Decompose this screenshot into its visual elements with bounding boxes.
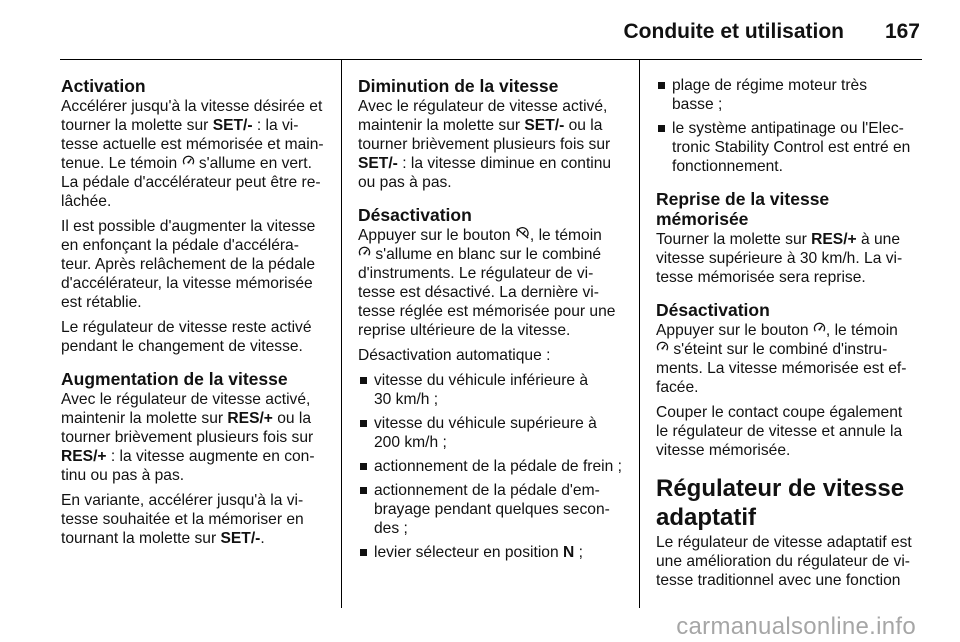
paragraph <box>656 403 922 460</box>
text: . <box>260 530 265 547</box>
text-line <box>61 447 324 466</box>
text: ; <box>574 544 583 561</box>
text-line: La pédale d'accélérateur peut être re- <box>61 174 321 191</box>
list-item <box>358 543 624 562</box>
heading-line: mémorisée <box>656 209 749 229</box>
paragraph: Désactivation automatique : <box>358 347 551 364</box>
cruise-control-lamp-icon <box>182 155 195 168</box>
control-label: RES/+ <box>61 448 107 465</box>
text: tenue. Le témoin <box>61 155 182 172</box>
text: s'allume en vert. <box>194 155 312 172</box>
paragraph <box>656 321 922 397</box>
column-1 <box>61 76 324 548</box>
section-heading-activation: Activation <box>61 76 146 96</box>
text-line <box>358 154 624 173</box>
text-line <box>656 321 922 340</box>
list-item <box>656 76 922 114</box>
text-line: vitesse du véhicule inférieure à <box>374 372 589 389</box>
text-line: brayage pendant quelques secon- <box>374 501 610 518</box>
cruise-control-lamp-icon <box>358 246 371 259</box>
text-line: vitesse du véhicule supérieure à <box>374 415 597 432</box>
section-heading-deactivation: Désactivation <box>358 205 472 225</box>
text-line <box>374 543 624 562</box>
page-header <box>0 0 960 60</box>
list-item <box>358 371 624 409</box>
text-line: 200 km/h ; <box>374 434 447 451</box>
text-line: des ; <box>374 520 408 537</box>
paragraph <box>61 390 324 485</box>
control-label: RES/+ <box>227 410 273 427</box>
text-line: Il est possible d'augmenter la vitesse <box>61 218 316 235</box>
text-line <box>358 245 624 264</box>
text: tournant la molette sur <box>61 530 221 547</box>
text-line: tesse mémorisée sera reprise. <box>656 269 866 286</box>
section-heading-resume <box>656 189 922 229</box>
text-line: tourner brièvement plusieurs fois sur <box>358 136 611 153</box>
page-title: Conduite et utilisation <box>623 20 844 43</box>
text-line: tronic Stability Control est entré en <box>672 139 911 156</box>
text-line: d'instruments. Le régulateur de vi- <box>358 265 594 282</box>
text-line: est rétablie. <box>61 294 142 311</box>
text-line: facée. <box>656 379 699 396</box>
text-line: ments. La vitesse mémorisée est ef- <box>656 360 907 377</box>
text-line: Avec le régulateur de vitesse activé, <box>61 391 311 408</box>
text: : la vitesse diminue en continu <box>397 155 612 172</box>
paragraph <box>656 230 922 287</box>
cruise-control-lamp-icon <box>813 322 826 335</box>
text-line: le système antipatinage ou l'Elec- <box>672 120 904 137</box>
list-item <box>656 119 922 176</box>
text-line: reprise ultérieure de la vitesse. <box>358 322 571 339</box>
list-item <box>358 457 624 476</box>
paragraph <box>358 97 624 192</box>
text-line: 30 km/h ; <box>374 391 439 408</box>
section-heading-decrease: Diminution de la vitesse <box>358 76 559 96</box>
column-divider <box>341 60 342 608</box>
text-line: d'accélérateur, la vitesse mémorisée <box>61 275 313 292</box>
page-number: 167 <box>884 20 920 43</box>
cruise-control-lamp-icon <box>656 341 669 354</box>
text: : la vitesse augmente en con- <box>106 448 315 465</box>
text-line <box>656 340 922 359</box>
text-line: plage de régime moteur très <box>672 77 868 94</box>
text: tourner la molette sur <box>61 117 213 134</box>
text-line: basse ; <box>672 96 723 113</box>
control-label: SET/- <box>212 117 253 134</box>
text-line: pendant le changement de vitesse. <box>61 338 303 355</box>
text: maintenir la molette sur <box>61 410 228 427</box>
text-line: fonctionnement. <box>672 158 783 175</box>
text-line: tinu ou pas à pas. <box>61 467 185 484</box>
paragraph <box>61 97 324 211</box>
text-line <box>358 226 624 245</box>
bullet-list <box>358 371 624 562</box>
paragraph <box>656 533 922 590</box>
text: ou la <box>272 410 312 427</box>
control-label: RES/+ <box>811 231 857 248</box>
text-line <box>61 116 324 135</box>
text: levier sélecteur en position <box>374 544 563 561</box>
paragraph <box>61 491 324 548</box>
text-line <box>61 529 324 548</box>
text: s'éteint sur le combiné d'instru- <box>669 341 888 358</box>
paragraph <box>358 226 624 340</box>
column-divider <box>639 60 640 608</box>
text-line: lâchée. <box>61 193 112 210</box>
text-line: Le régulateur de vitesse reste activé <box>61 319 312 336</box>
paragraph <box>61 217 324 312</box>
section-heading-deactivation: Désactivation <box>656 300 770 320</box>
text-line: une amélioration du régulateur de vi- <box>656 553 910 570</box>
text-line: teur. Après relâchement de la pédale <box>61 256 315 273</box>
text: s'allume en blanc sur le combiné <box>371 246 602 263</box>
text-line: en enfonçant la pédale d'accéléra- <box>61 237 299 254</box>
gear-position-label: N <box>562 544 575 561</box>
text-line: Le régulateur de vitesse adaptatif est <box>656 534 912 551</box>
text-line: Accélérer jusqu'à la vitesse désirée et <box>61 98 323 115</box>
control-label: SET/- <box>220 530 261 547</box>
text-line: En variante, accélérer jusqu'à la vi- <box>61 492 304 509</box>
heading-line: Régulateur de vitesse <box>656 475 905 502</box>
text-line: actionnement de la pédale de frein ; <box>374 458 622 475</box>
paragraph <box>61 318 324 356</box>
text-line: le régulateur de vitesse et annule la <box>656 423 903 440</box>
text: : la vi- <box>252 117 299 134</box>
text-line: tesse est désactivé. La dernière vi- <box>358 284 599 301</box>
page-footer <box>0 612 960 642</box>
heading-line: adaptatif <box>656 504 757 531</box>
column-2 <box>358 76 624 562</box>
chapter-heading-adaptive-cruise <box>656 474 922 532</box>
text-line: actionnement de la pédale d'em- <box>374 482 600 499</box>
watermark: carmanualsonline.info <box>676 613 916 640</box>
text-line: tesse souhaitée et la mémoriser en <box>61 511 304 528</box>
text: , le témoin <box>529 227 602 244</box>
cruise-cancel-icon <box>515 227 530 240</box>
text-line: Avec le régulateur de vitesse activé, <box>358 98 608 115</box>
text-line <box>656 230 922 249</box>
text: Tourner la molette sur <box>656 231 812 248</box>
control-label: SET/- <box>524 117 565 134</box>
text-line: ou pas à pas. <box>358 174 452 191</box>
text-line: tourner brièvement plusieurs fois sur <box>61 429 314 446</box>
text-line <box>61 409 324 428</box>
text-line: vitesse supérieure à 30 km/h. La vi- <box>656 250 903 267</box>
text: à une <box>856 231 901 248</box>
text-line <box>358 116 624 135</box>
list-item <box>358 414 624 452</box>
text: ou la <box>564 117 603 134</box>
text-line <box>61 154 324 173</box>
text-line: Couper le contact coupe également <box>656 404 903 421</box>
control-label: SET/- <box>358 155 398 172</box>
section-heading-increase: Augmentation de la vitesse <box>61 369 288 389</box>
text: Appuyer sur le bouton <box>656 322 813 339</box>
heading-line: Reprise de la vitesse <box>656 189 830 209</box>
bullet-list <box>656 76 922 176</box>
text-line: tesse actuelle est mémorisée et main- <box>61 136 324 153</box>
column-3 <box>656 76 922 590</box>
text-line: vitesse mémorisée. <box>656 442 791 459</box>
text: maintenir la molette sur <box>358 117 525 134</box>
text-line: tesse réglée est mémorisée pour une <box>358 303 616 320</box>
text-line: tesse traditionnel avec une fonction <box>656 572 901 589</box>
list-item <box>358 481 624 538</box>
text: , le témoin <box>825 322 898 339</box>
text: Appuyer sur le bouton <box>358 227 515 244</box>
header-rule <box>60 59 922 60</box>
